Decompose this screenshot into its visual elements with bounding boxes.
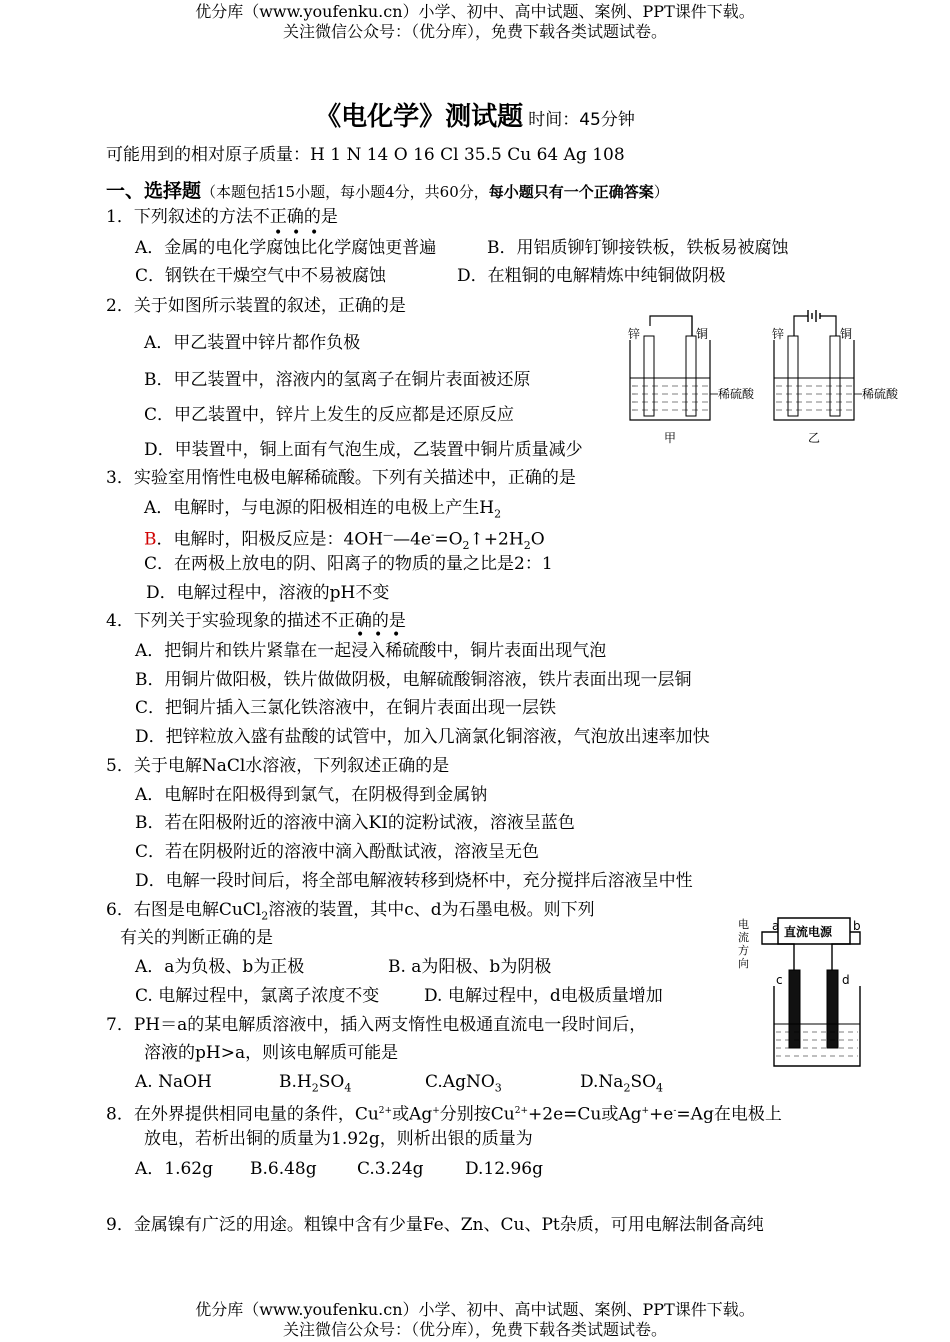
- emphasis-dot: •: [356, 627, 365, 643]
- q9-stem: 9．金属镍有广泛的用途。粗镍中含有少量Fe、Zn、Cu、Pt杂质，可用电解法制备高纯: [106, 1215, 764, 1235]
- q5-option-d: D．电解一段时间后，将全部电解液转移到烧杯中，充分搅拌后溶液呈中性: [135, 871, 693, 891]
- q8-sup1: 2+: [378, 1106, 393, 1116]
- label-acid: 稀硫酸: [862, 387, 899, 401]
- q6-option-d: D. 电解过程中，d电极质量增加: [424, 986, 663, 1006]
- q8-s6: =Ag在电极上: [676, 1104, 782, 1125]
- q7-b-mid: SO: [318, 1072, 345, 1092]
- q8-option-a: A．1.62g: [135, 1159, 214, 1179]
- label-zinc: 锌: [772, 327, 785, 341]
- direction-label-3: 方: [738, 944, 749, 957]
- q7-option-b: [279, 1070, 351, 1100]
- q4-option-a: A．把铜片和铁片紧靠在一起浸入稀硫酸中，铜片表面出现气泡: [135, 641, 607, 661]
- q8-s1: 8．在外界提供相同电量的条件，Cu: [106, 1104, 379, 1125]
- q8-option-b: B.6.48g: [250, 1159, 317, 1179]
- q5-stem: 5．关于电解NaCl水溶液，下列叙述正确的是: [106, 756, 450, 776]
- q5-option-c: C．若在阴极附近的溶液中滴入酚酞试液，溶液呈无色: [135, 842, 540, 862]
- q7-c-sub: 3: [494, 1081, 502, 1095]
- q6-option-c: C. 电解过程中，氯离子浓度不变: [135, 986, 380, 1006]
- q7-d-mid: SO: [630, 1072, 657, 1092]
- q7-d-sub1: 2: [623, 1081, 631, 1095]
- q1-stem: 1．下列叙述的方法不正确的是: [106, 207, 338, 227]
- q7-c-pre: C.AgNO: [425, 1072, 495, 1092]
- q4-option-b: B．用铜片做阳极，铁片做做阴极，电解硫酸铜溶液，铁片表面出现一层铜: [135, 670, 692, 690]
- label-copper: 铜: [840, 327, 853, 341]
- q3-b-sub2: 2: [523, 539, 531, 553]
- q7-d-sub2: 4: [656, 1081, 664, 1095]
- q8-option-c: C.3.24g: [357, 1159, 424, 1179]
- q5-option-a: A．电解时在阳极得到氯气，在阴极得到金属钠: [135, 785, 488, 805]
- q2-option-a: A．甲乙装置中锌片都作负极: [144, 333, 361, 353]
- q6-stem-2: 有关的判断正确的是: [120, 928, 273, 948]
- q8-s5: +e: [649, 1104, 674, 1125]
- q6-stem-pre: 6．右图是电解CuCl: [106, 900, 262, 920]
- label-copper: 铜: [696, 327, 709, 341]
- label-acid: 稀硫酸: [718, 387, 755, 401]
- q7-b-sub1: 2: [311, 1081, 319, 1095]
- electrode-c: c: [776, 973, 783, 987]
- q2-stem: 2．关于如图所示装置的叙述，正确的是: [106, 296, 406, 316]
- electrolysis-figure: [736, 914, 870, 1070]
- q4-option-d: D．把锌粒放入盛有盐酸的试管中，加入几滴氯化铜溶液，气泡放出速率加快: [135, 727, 710, 747]
- q2-option-d: D．甲装置中，铜上面有气泡生成，乙装置中铜片质量减少: [144, 440, 583, 460]
- section-note-end: ）: [653, 183, 669, 201]
- header-line-2: 关注微信公众号：（优分库），免费下载各类试题试卷。: [282, 22, 667, 41]
- q1-option-b: B．用铝质铆钉铆接铁板，铁板易被腐蚀: [487, 238, 789, 258]
- q8-stem: [106, 1099, 782, 1127]
- q3-b-end: O: [530, 529, 545, 550]
- q3-option-a: [144, 496, 501, 526]
- q3-b-sup1: —: [383, 530, 394, 541]
- q3-b-text: ．电解时，阳极反应是：4OH: [156, 529, 384, 550]
- q7-b-sub2: 4: [344, 1081, 352, 1095]
- q3-b-mid3: ↑+2H: [469, 529, 524, 550]
- q6-option-b: B. a为阳极、b为阴极: [388, 957, 552, 977]
- q2-option-b: B．甲乙装置中，溶液内的氢离子在铜片表面被还原: [144, 370, 531, 390]
- title-time: 时间：45分钟: [528, 110, 635, 130]
- emphasis-dot: •: [374, 627, 383, 643]
- q4-option-c: C．把铜片插入三氯化铁溶液中，在铜片表面出现一层铁: [135, 698, 557, 718]
- galvanic-cell-figure: [622, 308, 912, 450]
- direction-label-2: 流: [738, 931, 749, 944]
- terminal-a: a: [772, 919, 780, 933]
- q6-stem: [106, 898, 595, 928]
- q7-d-pre: D.Na: [580, 1072, 624, 1092]
- header-line-1: 优分库（www.youfenku.cn）小学、初中、高中试题、案例、PPT课件下载。: [195, 2, 755, 21]
- q3-b-sup2: -: [430, 530, 435, 541]
- q6-stem-post: 溶液的装置，其中c、d为石墨电极。则下列: [268, 900, 595, 920]
- q8-sup2: +: [432, 1106, 440, 1116]
- label-jia: 甲: [664, 431, 677, 445]
- q3-a-text: A．电解时，与电源的阳极相连的电极上产生H: [144, 498, 495, 518]
- q1-option-c: C．钢铁在干燥空气中不易被腐蚀: [135, 266, 387, 286]
- q7-stem: 7．PH＝a的某电解质溶液中，插入两支惰性电极通直流电一段时间后，: [106, 1015, 647, 1035]
- q8-s4: +2e=Cu或Ag: [528, 1104, 642, 1125]
- q3-a-sub: 2: [494, 507, 502, 521]
- q1-option-a: A．金属的电化学腐蚀比化学腐蚀更普遍: [135, 238, 437, 258]
- q1-option-d: D．在粗铜的电解精炼中纯铜做阴极: [457, 266, 726, 286]
- q2-option-c: C．甲乙装置中，锌片上发生的反应都是还原反应: [144, 405, 515, 425]
- label-yi: 乙: [808, 431, 821, 445]
- emphasis-dot: •: [274, 225, 283, 241]
- cell-jia: [628, 316, 755, 445]
- direction-label-1: 电: [738, 918, 749, 931]
- q7-option-d: [580, 1070, 663, 1100]
- q3-b-sub1: 2: [462, 539, 470, 553]
- q8-sup3: 2+: [514, 1106, 529, 1116]
- q5-option-b: B．若在阳极附近的溶液中滴入KI的淀粉试液，溶液呈蓝色: [135, 813, 575, 833]
- direction-label-4: 向: [738, 957, 749, 970]
- atomic-masses: 可能用到的相对原子质量：H 1 N 14 O 16 Cl 35.5 Cu 64 Ag 108: [106, 145, 625, 165]
- q8-stem-2: 放电，若析出铜的质量为1.92g，则析出银的质量为: [144, 1129, 533, 1149]
- title-main: 《电化学》测试题: [315, 102, 524, 132]
- section-title: 一、选择题: [106, 180, 202, 202]
- q3-b-letter: B: [144, 529, 157, 550]
- emphasis-dot: •: [310, 225, 319, 241]
- q3-b-mid2: =O: [434, 529, 463, 550]
- footer-line-2: 关注微信公众号：（优分库），免费下载各类试题试卷。: [282, 1320, 667, 1339]
- section-heading: [106, 179, 669, 204]
- q3-option-c: C．在两极上放电的阴、阳离子的物质的量之比是2：1: [144, 554, 553, 574]
- q8-sup4: +: [641, 1106, 650, 1116]
- q3-option-d: D．电解过程中，溶液的pH不变: [146, 583, 390, 603]
- electrode-d: d: [842, 973, 850, 987]
- q7-stem-2: 溶液的pH>a，则该电解质可能是: [144, 1043, 399, 1063]
- footer-line-1: 优分库（www.youfenku.cn）小学、初中、高中试题、案例、PPT课件下载。: [195, 1300, 755, 1319]
- power-supply-label: 直流电源: [784, 925, 833, 939]
- q3-stem: 3．实验室用惰性电极电解稀硫酸。下列有关描述中，正确的是: [106, 468, 576, 488]
- q3-b-mid: —4e: [393, 529, 431, 550]
- q8-s2: 或Ag: [392, 1104, 433, 1125]
- q6-option-a: A．a为负极、b为正极: [135, 957, 305, 977]
- q6-stem-sub: 2: [261, 909, 269, 923]
- q7-b-pre: B.H: [279, 1072, 312, 1092]
- label-zinc: 锌: [628, 327, 641, 341]
- section-note: （本题包括15小题，每小题4分，共60分，: [201, 183, 489, 201]
- section-note-bold: 每小题只有一个正确答案: [488, 183, 654, 201]
- q7-option-c: [425, 1070, 502, 1100]
- terminal-b: b: [853, 919, 861, 933]
- page-title: [0, 96, 950, 133]
- q8-s3: 分别按Cu: [439, 1104, 515, 1125]
- q7-option-a: A. NaOH: [135, 1072, 212, 1092]
- q4-stem: 4．下列关于实验现象的描述不正确的是: [106, 611, 406, 631]
- cell-yi: [772, 310, 899, 445]
- emphasis-dot: •: [292, 225, 301, 241]
- q8-option-d: D.12.96g: [465, 1159, 543, 1179]
- q8-sup5: -: [673, 1106, 677, 1116]
- emphasis-dot: •: [392, 627, 401, 643]
